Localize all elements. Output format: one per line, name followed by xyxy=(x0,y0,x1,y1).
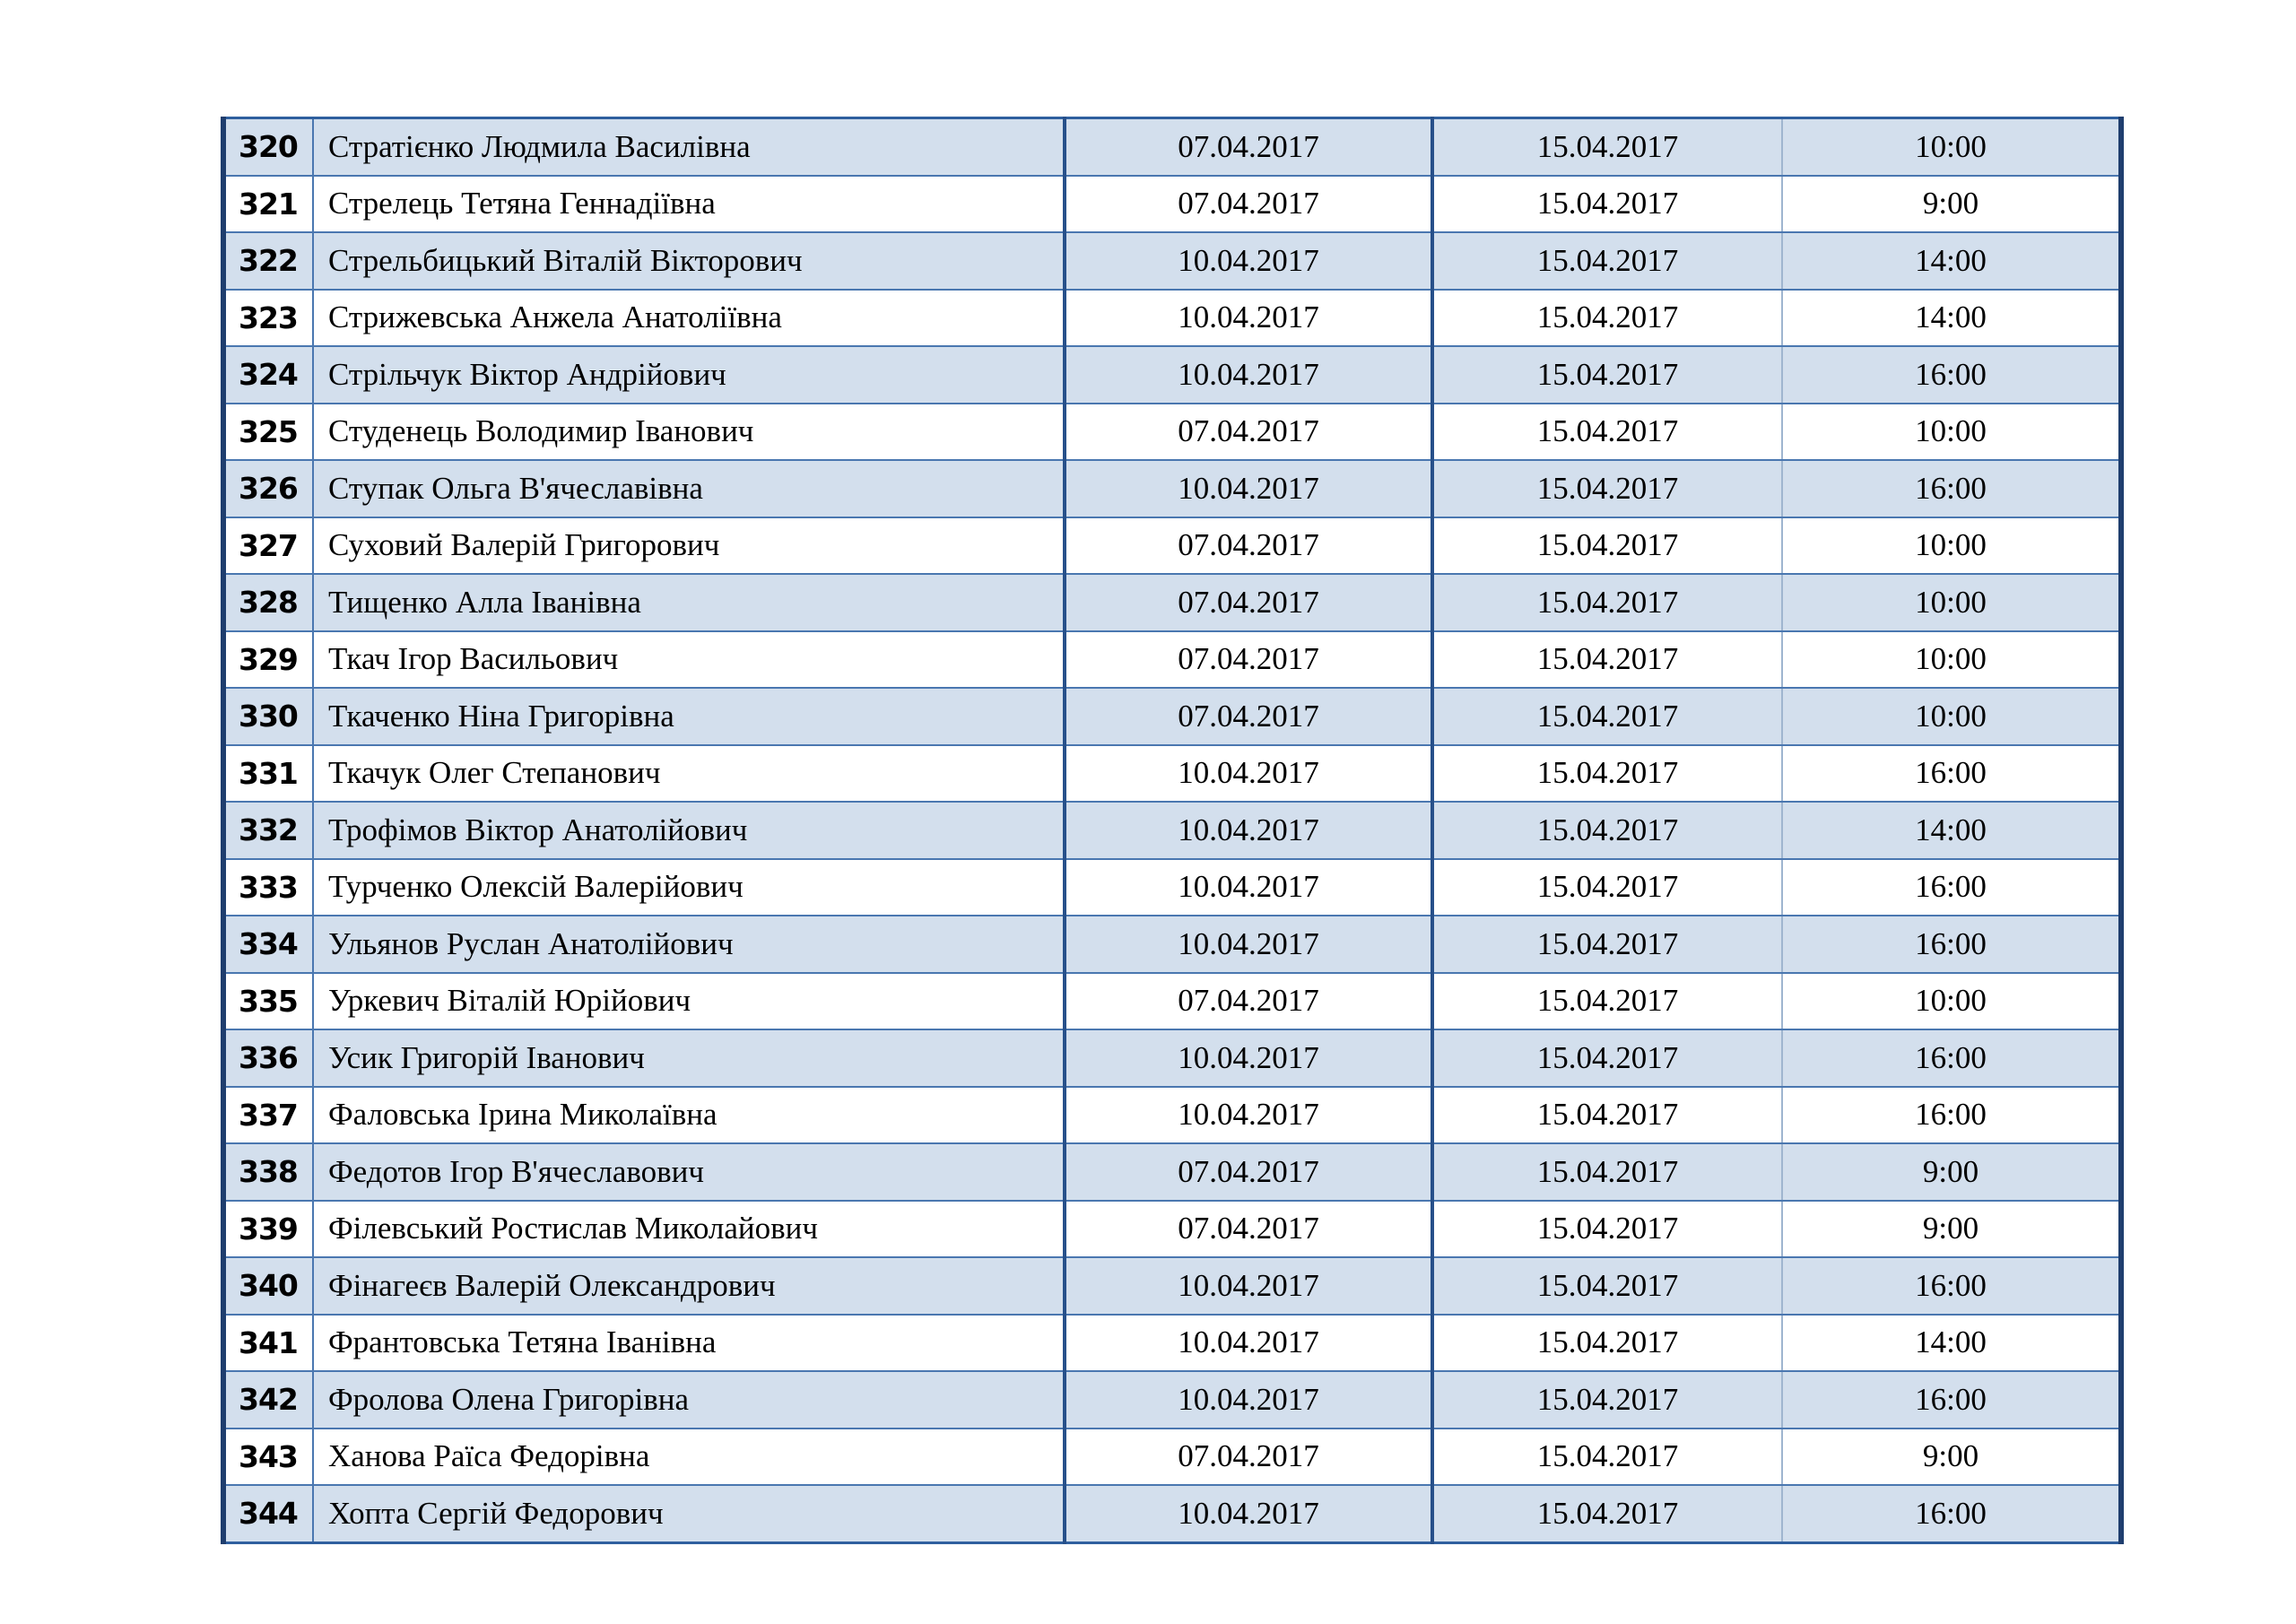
second-date-cell: 15.04.2017 xyxy=(1432,688,1782,745)
first-date-cell: 07.04.2017 xyxy=(1065,1429,1432,1486)
time-cell: 10:00 xyxy=(1782,574,2121,631)
first-date-cell: 07.04.2017 xyxy=(1065,973,1432,1030)
full-name-cell: Ханова Раїса Федорівна xyxy=(313,1429,1065,1486)
table-row xyxy=(223,802,2121,859)
full-name-cell: Стрижевська Анжела Анатоліївна xyxy=(313,290,1065,347)
table-row xyxy=(223,859,2121,916)
first-date-cell: 10.04.2017 xyxy=(1065,745,1432,803)
row-number-cell: 340 xyxy=(223,1257,313,1315)
row-number-cell: 343 xyxy=(223,1429,313,1486)
full-name-cell: Ступак Ольга В'ячеславівна xyxy=(313,460,1065,517)
full-name-cell: Трофімов Віктор Анатолійович xyxy=(313,802,1065,859)
second-date-cell: 15.04.2017 xyxy=(1432,1429,1782,1486)
row-number-cell: 324 xyxy=(223,346,313,404)
table-row xyxy=(223,1201,2121,1258)
full-name-cell: Фаловська Ірина Миколаївна xyxy=(313,1087,1065,1144)
row-number-cell: 342 xyxy=(223,1371,313,1429)
row-number-cell: 332 xyxy=(223,802,313,859)
first-date-cell: 07.04.2017 xyxy=(1065,688,1432,745)
full-name-cell: Фролова Олена Григорівна xyxy=(313,1371,1065,1429)
second-date-cell: 15.04.2017 xyxy=(1432,346,1782,404)
row-number-cell: 335 xyxy=(223,973,313,1030)
second-date-cell: 15.04.2017 xyxy=(1432,176,1782,233)
second-date-cell: 15.04.2017 xyxy=(1432,631,1782,689)
full-name-cell: Стратієнко Людмила Василівна xyxy=(313,118,1065,176)
row-number-cell: 327 xyxy=(223,517,313,575)
time-cell: 16:00 xyxy=(1782,1087,2121,1144)
table-row xyxy=(223,1143,2121,1201)
full-name-cell: Хопта Сергій Федорович xyxy=(313,1485,1065,1542)
full-name-cell: Тищенко Алла Іванівна xyxy=(313,574,1065,631)
full-name-cell: Філевський Ростислав Миколайович xyxy=(313,1201,1065,1258)
time-cell: 10:00 xyxy=(1782,973,2121,1030)
time-cell: 10:00 xyxy=(1782,517,2121,575)
first-date-cell: 10.04.2017 xyxy=(1065,916,1432,973)
time-cell: 16:00 xyxy=(1782,916,2121,973)
table-row xyxy=(223,973,2121,1030)
first-date-cell: 10.04.2017 xyxy=(1065,1485,1432,1542)
second-date-cell: 15.04.2017 xyxy=(1432,973,1782,1030)
table-row xyxy=(223,232,2121,290)
second-date-cell: 15.04.2017 xyxy=(1432,232,1782,290)
full-name-cell: Стрелець Тетяна Геннадіївна xyxy=(313,176,1065,233)
table-row xyxy=(223,688,2121,745)
table-row xyxy=(223,346,2121,404)
second-date-cell: 15.04.2017 xyxy=(1432,1315,1782,1372)
time-cell: 10:00 xyxy=(1782,631,2121,689)
row-number-cell: 334 xyxy=(223,916,313,973)
first-date-cell: 07.04.2017 xyxy=(1065,404,1432,461)
full-name-cell: Стрельбицький Віталій Вікторович xyxy=(313,232,1065,290)
table-body xyxy=(223,118,2121,1543)
row-number-cell: 323 xyxy=(223,290,313,347)
table-row xyxy=(223,1087,2121,1144)
schedule-table xyxy=(221,117,2124,1544)
first-date-cell: 10.04.2017 xyxy=(1065,346,1432,404)
row-number-cell: 338 xyxy=(223,1143,313,1201)
second-date-cell: 15.04.2017 xyxy=(1432,1087,1782,1144)
time-cell: 16:00 xyxy=(1782,1485,2121,1542)
full-name-cell: Стрільчук Віктор Андрійович xyxy=(313,346,1065,404)
row-number-cell: 333 xyxy=(223,859,313,916)
second-date-cell: 15.04.2017 xyxy=(1432,404,1782,461)
row-number-cell: 337 xyxy=(223,1087,313,1144)
first-date-cell: 07.04.2017 xyxy=(1065,517,1432,575)
time-cell: 16:00 xyxy=(1782,745,2121,803)
full-name-cell: Ткачук Олег Степанович xyxy=(313,745,1065,803)
first-date-cell: 07.04.2017 xyxy=(1065,118,1432,176)
time-cell: 9:00 xyxy=(1782,1143,2121,1201)
table-row xyxy=(223,1315,2121,1372)
second-date-cell: 15.04.2017 xyxy=(1432,460,1782,517)
second-date-cell: 15.04.2017 xyxy=(1432,574,1782,631)
second-date-cell: 15.04.2017 xyxy=(1432,859,1782,916)
full-name-cell: Суховий Валерій Григорович xyxy=(313,517,1065,575)
time-cell: 14:00 xyxy=(1782,232,2121,290)
first-date-cell: 07.04.2017 xyxy=(1065,631,1432,689)
time-cell: 10:00 xyxy=(1782,118,2121,176)
full-name-cell: Фінагеєв Валерій Олександрович xyxy=(313,1257,1065,1315)
row-number-cell: 336 xyxy=(223,1029,313,1087)
time-cell: 16:00 xyxy=(1782,1029,2121,1087)
time-cell: 9:00 xyxy=(1782,1201,2121,1258)
time-cell: 16:00 xyxy=(1782,460,2121,517)
full-name-cell: Ткаченко Ніна Григорівна xyxy=(313,688,1065,745)
row-number-cell: 329 xyxy=(223,631,313,689)
table-row xyxy=(223,517,2121,575)
second-date-cell: 15.04.2017 xyxy=(1432,745,1782,803)
first-date-cell: 10.04.2017 xyxy=(1065,1087,1432,1144)
row-number-cell: 321 xyxy=(223,176,313,233)
first-date-cell: 10.04.2017 xyxy=(1065,290,1432,347)
table-row xyxy=(223,1429,2121,1486)
first-date-cell: 10.04.2017 xyxy=(1065,460,1432,517)
full-name-cell: Франтовська Тетяна Іванівна xyxy=(313,1315,1065,1372)
second-date-cell: 15.04.2017 xyxy=(1432,1485,1782,1542)
first-date-cell: 07.04.2017 xyxy=(1065,574,1432,631)
second-date-cell: 15.04.2017 xyxy=(1432,118,1782,176)
row-number-cell: 328 xyxy=(223,574,313,631)
table-row xyxy=(223,745,2121,803)
table-row xyxy=(223,631,2121,689)
table-row xyxy=(223,574,2121,631)
row-number-cell: 341 xyxy=(223,1315,313,1372)
table-row xyxy=(223,1485,2121,1542)
second-date-cell: 15.04.2017 xyxy=(1432,290,1782,347)
row-number-cell: 326 xyxy=(223,460,313,517)
second-date-cell: 15.04.2017 xyxy=(1432,916,1782,973)
second-date-cell: 15.04.2017 xyxy=(1432,1029,1782,1087)
time-cell: 16:00 xyxy=(1782,859,2121,916)
first-date-cell: 10.04.2017 xyxy=(1065,1257,1432,1315)
table-row xyxy=(223,176,2121,233)
first-date-cell: 07.04.2017 xyxy=(1065,1143,1432,1201)
time-cell: 10:00 xyxy=(1782,688,2121,745)
time-cell: 9:00 xyxy=(1782,1429,2121,1486)
row-number-cell: 331 xyxy=(223,745,313,803)
full-name-cell: Студенець Володимир Іванович xyxy=(313,404,1065,461)
full-name-cell: Уркевич Віталій Юрійович xyxy=(313,973,1065,1030)
second-date-cell: 15.04.2017 xyxy=(1432,802,1782,859)
row-number-cell: 330 xyxy=(223,688,313,745)
table-row xyxy=(223,460,2121,517)
full-name-cell: Ткач Ігор Васильович xyxy=(313,631,1065,689)
first-date-cell: 10.04.2017 xyxy=(1065,859,1432,916)
time-cell: 14:00 xyxy=(1782,1315,2121,1372)
table-row xyxy=(223,290,2121,347)
full-name-cell: Усик Григорій Іванович xyxy=(313,1029,1065,1087)
table-row xyxy=(223,1029,2121,1087)
time-cell: 16:00 xyxy=(1782,1371,2121,1429)
time-cell: 16:00 xyxy=(1782,1257,2121,1315)
time-cell: 16:00 xyxy=(1782,346,2121,404)
first-date-cell: 10.04.2017 xyxy=(1065,1315,1432,1372)
time-cell: 14:00 xyxy=(1782,802,2121,859)
table-row xyxy=(223,1371,2121,1429)
second-date-cell: 15.04.2017 xyxy=(1432,1371,1782,1429)
row-number-cell: 344 xyxy=(223,1485,313,1542)
first-date-cell: 10.04.2017 xyxy=(1065,1371,1432,1429)
time-cell: 10:00 xyxy=(1782,404,2121,461)
row-number-cell: 322 xyxy=(223,232,313,290)
full-name-cell: Федотов Ігор В'ячеславович xyxy=(313,1143,1065,1201)
time-cell: 14:00 xyxy=(1782,290,2121,347)
first-date-cell: 10.04.2017 xyxy=(1065,802,1432,859)
second-date-cell: 15.04.2017 xyxy=(1432,1143,1782,1201)
time-cell: 9:00 xyxy=(1782,176,2121,233)
full-name-cell: Турченко Олексій Валерійович xyxy=(313,859,1065,916)
full-name-cell: Ульянов Руслан Анатолійович xyxy=(313,916,1065,973)
first-date-cell: 07.04.2017 xyxy=(1065,1201,1432,1258)
first-date-cell: 10.04.2017 xyxy=(1065,232,1432,290)
table-row xyxy=(223,916,2121,973)
second-date-cell: 15.04.2017 xyxy=(1432,1257,1782,1315)
second-date-cell: 15.04.2017 xyxy=(1432,1201,1782,1258)
first-date-cell: 10.04.2017 xyxy=(1065,1029,1432,1087)
table-row xyxy=(223,118,2121,176)
table-row xyxy=(223,1257,2121,1315)
first-date-cell: 07.04.2017 xyxy=(1065,176,1432,233)
row-number-cell: 320 xyxy=(223,118,313,176)
row-number-cell: 339 xyxy=(223,1201,313,1258)
table-row xyxy=(223,404,2121,461)
row-number-cell: 325 xyxy=(223,404,313,461)
second-date-cell: 15.04.2017 xyxy=(1432,517,1782,575)
